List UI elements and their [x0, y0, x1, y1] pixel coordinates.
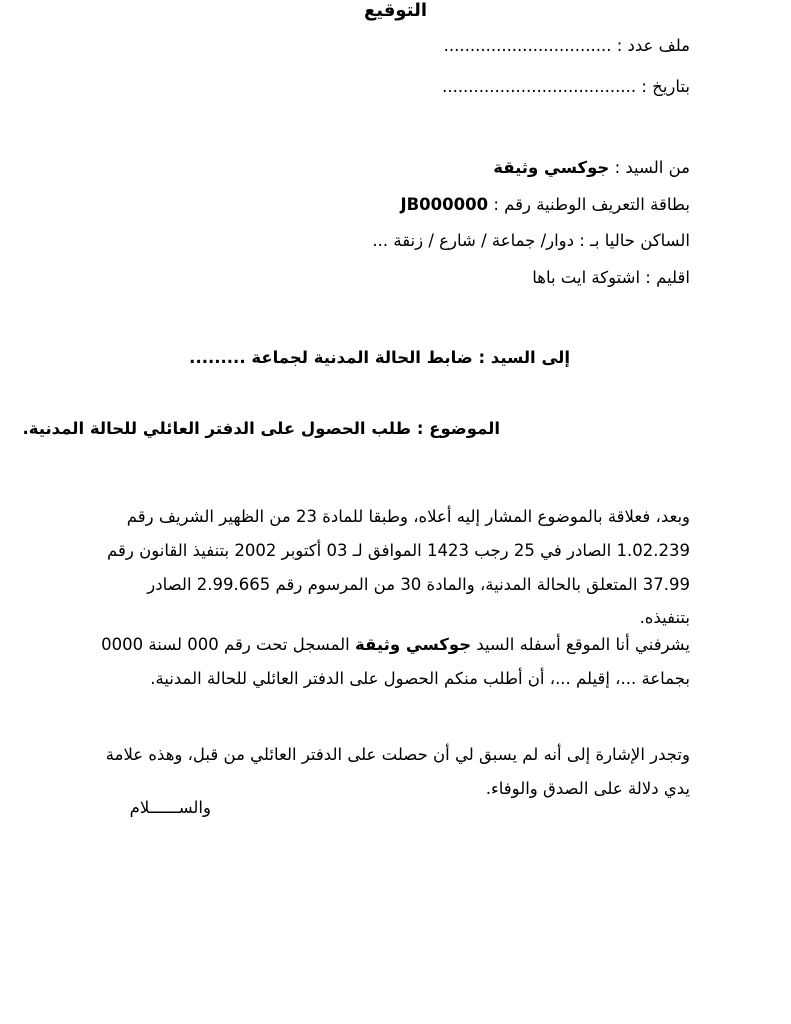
legal-reference-paragraph: وبعد، فعلاقة بالموضوع المشار إليه أعلاه، وطبقا للمادة 23 من الظهير الشريف رقم 1.02.239 الصادر في 25 رجب 1423 الموافق لـ 03 أكتوبر 2002 بتنفيذ القانون رقم 37.99 المتعلق بالحالة المدنية، والمادة 30 من المرسوم رقم 2.99.665 الصادر بتنفيذه.	[107, 507, 690, 628]
closing-salutation: والســــــلام	[129, 798, 211, 817]
sender-name-line	[100, 160, 690, 177]
date-line: بتاريخ : .....................................	[442, 76, 690, 96]
subject-line: الموضوع : طلب الحصول على الدفتر العائلي للحالة المدنية.	[22, 419, 500, 438]
request-text-after-name: المسجل تحت رقم 000 لسنة 0000 بجماعة ...، إقيلم ...، أن أطلب منكم الحصول على الدفتر العائلي للحالة المدنية.	[101, 635, 690, 688]
recipient-line: إلى السيد : ضابط الحالة المدنية لجماعة .........	[189, 348, 570, 367]
signature-label: التوقيع	[364, 0, 427, 21]
sender-identity-block	[100, 160, 690, 306]
sender-id-card-prefix: بطاقة التعريف الوطنية رقم :	[488, 194, 690, 214]
request-applicant-name: جوكسي وثيقة	[355, 635, 472, 654]
sender-id-card-line	[100, 194, 690, 214]
sender-province-line: اقليم : اشتوكة ايت باها	[532, 267, 690, 287]
request-paragraph	[100, 628, 690, 696]
request-text-before-name: يشرفني أنا الموقع أسفله السيد	[471, 635, 690, 654]
sender-id-card-number: JB000000	[400, 194, 489, 214]
sender-address-line: الساكن حاليا بـ : دوار/ جماعة / شارع / زنقة ...	[372, 231, 690, 250]
document-header	[100, 38, 690, 119]
declaration-note-paragraph: وتجدر الإشارة إلى أنه لم يسبق لي أن حصلت على الدفتر العائلي من قبل، وهذه علامة يدي دلالة على الصدق والوفاء.	[105, 745, 690, 798]
file-number-line: ملف عدد : ................................	[443, 36, 690, 55]
sender-name-value: جوكسي وثيقة	[493, 158, 610, 177]
sender-name-prefix: من السيد :	[609, 158, 690, 177]
